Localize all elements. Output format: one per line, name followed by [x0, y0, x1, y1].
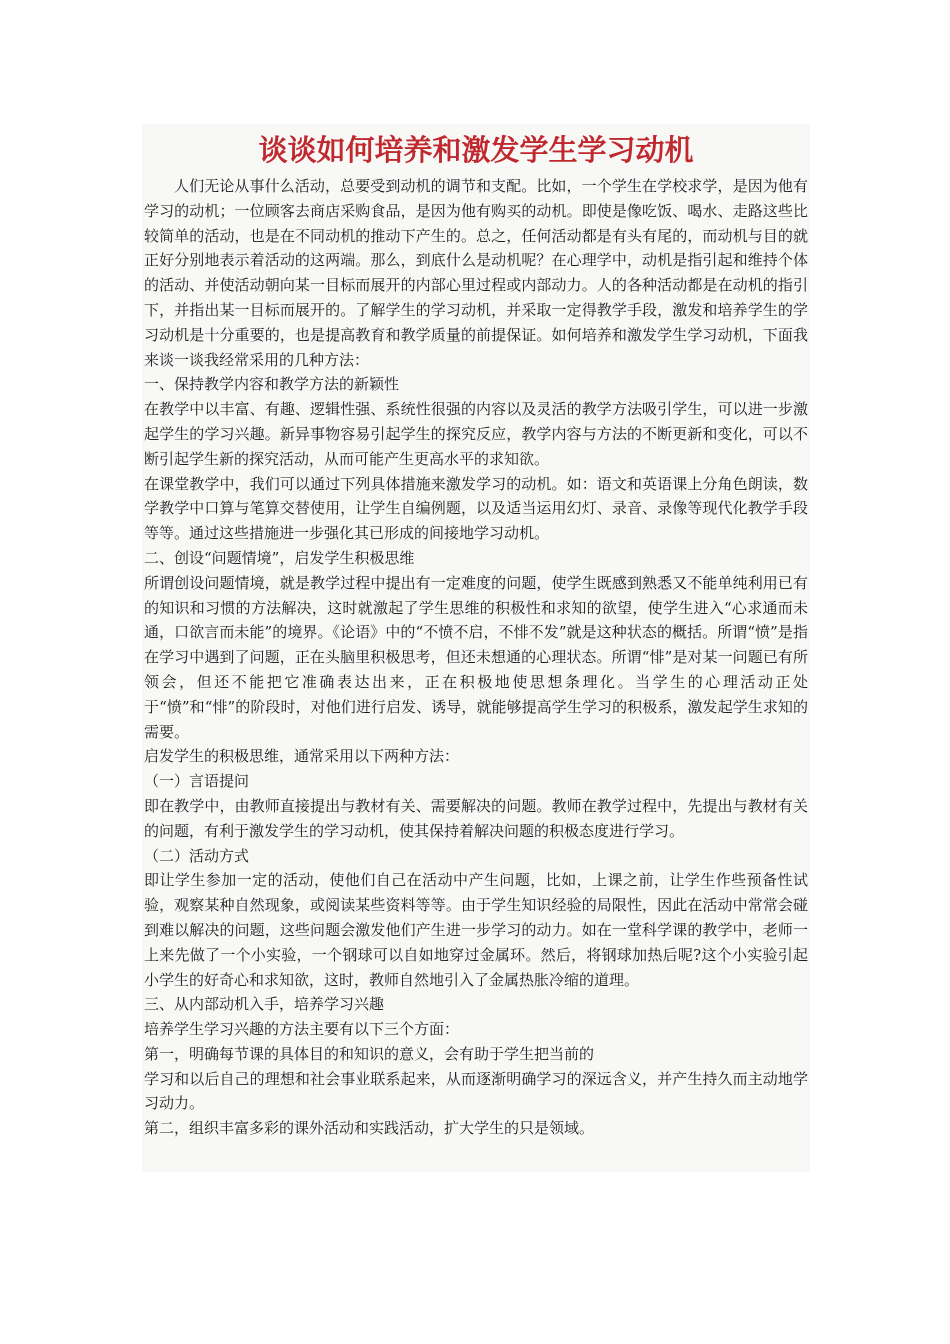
- paragraph: 即在教学中，由教师直接提出与教材有关、需要解决的问题。教师在教学过程中，先提出与教材有关的问题，有利于激发学生的学习动机，使其保持着解决问题的积极态度进行学习。: [144, 796, 808, 840]
- section-heading: 一、保持教学内容和教学方法的新颖性: [144, 375, 400, 394]
- document-body: [144, 174, 808, 1141]
- paragraph: 即让学生参加一定的活动，使他们自己在活动中产生问题，比如，上课之前，让学生作些预备性试验，观察某种自然现象，或阅读某些资料等等。由于学生知识经验的局限性，因此在活动中常常会碰到难以解决的问题，这些问题会激发他们产生进一步学习的动力。如在一堂科学课的教学中，老师一上来先做了一个小实验，一个钢球可以自如地穿过金属环。然后，将钢球加热后呢?这个小实验引起小学生的好奇心和求知欲，这时，教师自然地引入了金属热胀冷缩的道理。: [144, 871, 808, 989]
- paragraph: 第一，明确每节课的具体目的和知识的意义，会有助于学生把当前的: [144, 1044, 595, 1063]
- paragraph: 培养学生学习兴趣的方法主要有以下三个方面：: [144, 1020, 460, 1039]
- paragraph: 人们无论从事什么活动，总要受到动机的调节和支配。比如，一个学生在学校求学，是因为他有学习的动机；一位顾客去商店采购食品，是因为他有购买的动机。即使是像吃饭、喝水、走路这些比较简单的活动，也是在不同动机的推动下产生的。总之，任何活动都是有头有尾的，而动机与目的就正好分别地表示着活动的这两端。那么，到底什么是动机呢？在心理学中，动机是指引起和维持个体的活动、并使活动朝向某一目标而展开的内部心里过程或内部动力。人的各种活动都是在动机的指引下，并指出某一目标而展开的。了解学生的学习动机，并采取一定得教学手段，激发和培养学生的学习动机是十分重要的，也是提高教育和教学质量的前提保证。如何培养和激发学生学习动机，下面我来谈一谈我经常采用的几种方法：: [144, 177, 808, 369]
- paragraph: 学习和以后自己的理想和社会事业联系起来，从而逐渐明确学习的深远含义，并产生持久而主动地学习动力。: [144, 1069, 808, 1113]
- paragraph: 第二，组织丰富多彩的课外活动和实践活动，扩大学生的只是领域。: [144, 1119, 595, 1138]
- section-heading: 二、创设“问题情境”，启发学生积极思维: [144, 548, 415, 567]
- section-heading: 三、从内部动机入手，培养学习兴趣: [144, 995, 385, 1014]
- paragraph: 所谓创设问题情境，就是教学过程中提出有一定难度的问题，使学生既感到熟悉又不能单纯利用已有的知识和习惯的方法解决，这时就激起了学生思维的积极性和求知的欲望，使学生进入“心求通而未通，口欲言而未能”的境界。《论语》中的“不愤不启，不悱不发”就是这种状态的概括。所谓“愤”是指在学习中遇到了问题，正在头脑里积极思考，但还未想通的心理状态。所谓“悱”是对某一问题已有所领会，但还不能把它准确表达出来，正在积极地使思想条理化。当学生的心理活动正处于“愤”和“悱”的阶段时，对他们进行启发、诱导，就能够提高学生学习的积极系，激发起学生求知的需要。: [144, 573, 808, 741]
- paragraph: 启发学生的积极思维，通常采用以下两种方法：: [144, 747, 460, 766]
- document-title: 谈谈如何培养和激发学生学习动机: [258, 133, 694, 167]
- section-heading: （二）活动方式: [144, 846, 250, 865]
- paragraph: 在课堂教学中，我们可以通过下列具体措施来激发学习的动机。如：语文和英语课上分角色朗读，数学教学中口算与笔算交替使用，让学生自编例题，以及适当运用幻灯、录音、录像等现代化教学手段等等。通过这些措施进一步强化其已形成的间接地学习动机。: [144, 474, 808, 543]
- section-heading: （一）言语提问: [144, 772, 250, 791]
- paragraph: 在教学中以丰富、有趣、逻辑性强、系统性很强的内容以及灵活的教学方法吸引学生，可以进一步激起学生的学习兴趣。新异事物容易引起学生的探究反应，教学内容与方法的不断更新和变化，可以不断引起学生新的探究活动，从而可能产生更高水平的求知欲。: [144, 400, 808, 468]
